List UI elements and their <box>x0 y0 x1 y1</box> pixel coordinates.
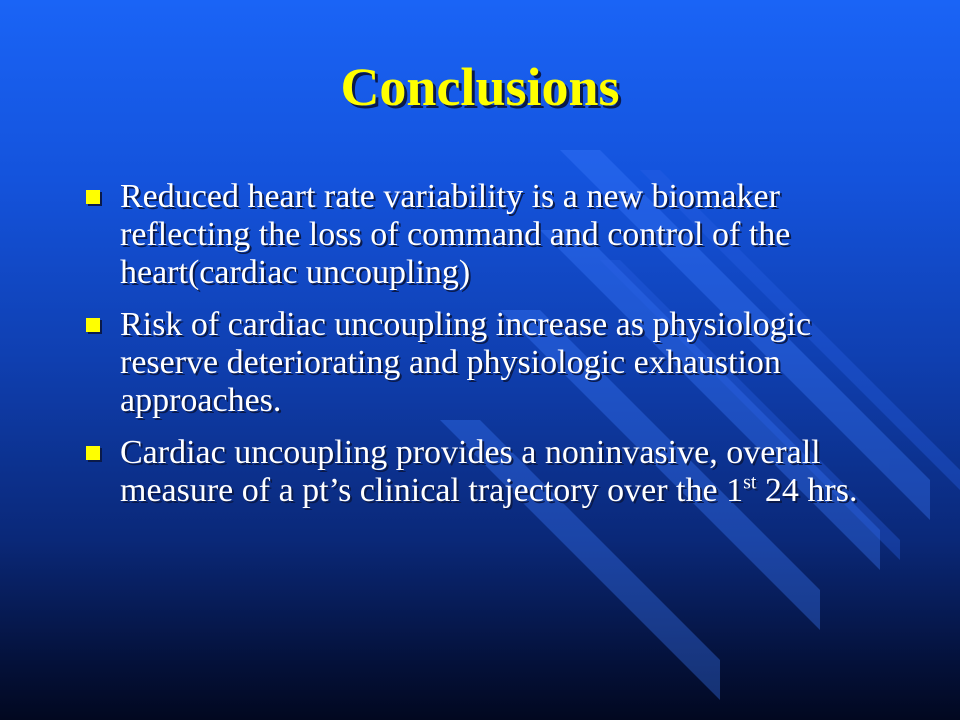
bullet-item <box>84 178 884 292</box>
square-bullet-icon <box>86 318 100 332</box>
square-bullet-icon <box>86 446 100 460</box>
ordinal-superscript: st <box>743 471 757 494</box>
bullet-item <box>84 434 884 510</box>
bullet-list <box>84 178 884 524</box>
bullet-text-before: Cardiac uncoupling provides a noninvasive, overall measure of a pt’s clinical trajectory over the 1 <box>120 434 821 509</box>
square-bullet-icon <box>86 190 100 204</box>
bullet-text-after: 24 hrs. <box>756 472 858 509</box>
bullet-text: Reduced heart rate variability is a new biomaker reflecting the loss of command and control of the heart(cardiac uncoupling) <box>120 178 791 291</box>
bullet-item <box>84 306 884 420</box>
slide-title: Conclusions <box>340 57 620 117</box>
bullet-text: Risk of cardiac uncoupling increase as physiologic reserve deteriorating and physiologic exhaustion approaches. <box>120 306 812 419</box>
